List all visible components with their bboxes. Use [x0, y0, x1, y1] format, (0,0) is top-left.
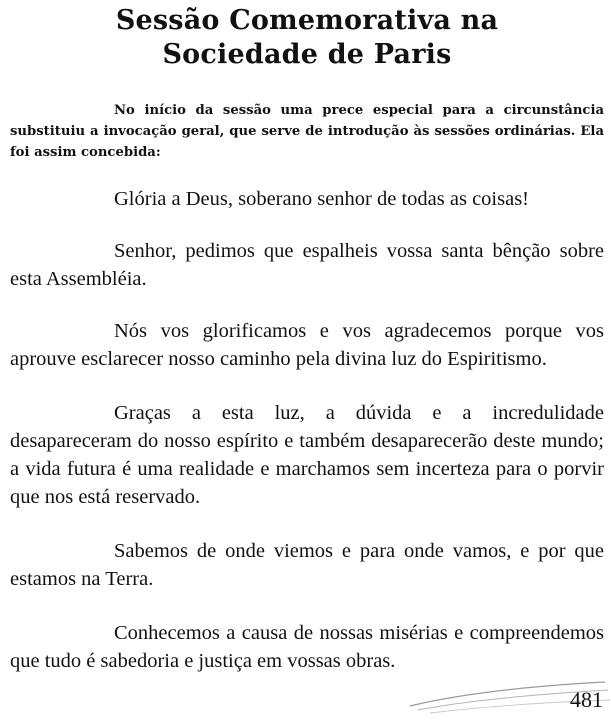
prayer-paragraph-4: Graças a esta luz, a dúvida e a incredulidade desapareceram do nosso espírito e também desaparecerão deste mundo; a vida futura é uma realidade e marchamos sem incerteza para o porvir que nos está reservado.	[10, 402, 604, 508]
title-line-1: Sessão Comemorativa na	[115, 5, 499, 36]
page-content	[10, 0, 604, 675]
page-number: 481	[570, 687, 603, 712]
intro-paragraph: No início da sessão uma prece especial para a circunstância substituiu a invocação geral, que serve de introdução às sessões ordinárias. Ela foi assim concebida:	[10, 103, 604, 160]
prayer-paragraph-5: Sabemos de onde viemos e para onde vamos, e por que estamos na Terra.	[10, 540, 604, 590]
prayer-paragraph-6: Conhecemos a causa de nossas misérias e compreendemos que tudo é sabedoria e justiça em vossas obras.	[10, 622, 604, 672]
page-title	[10, 4, 604, 72]
title-line-2: Sociedade de Paris	[162, 39, 452, 70]
prayer-paragraph-1: Glória a Deus, soberano senhor de todas as coisas!	[114, 188, 530, 210]
prayer-paragraph-3: Nós vos glorificamos e vos agradecemos porque vos aprouve esclarecer nosso caminho pela divina luz do Espiritismo.	[10, 320, 604, 370]
prayer-paragraph-2: Senhor, pedimos que espalheis vossa santa bênção sobre esta Assembléia.	[10, 240, 604, 290]
